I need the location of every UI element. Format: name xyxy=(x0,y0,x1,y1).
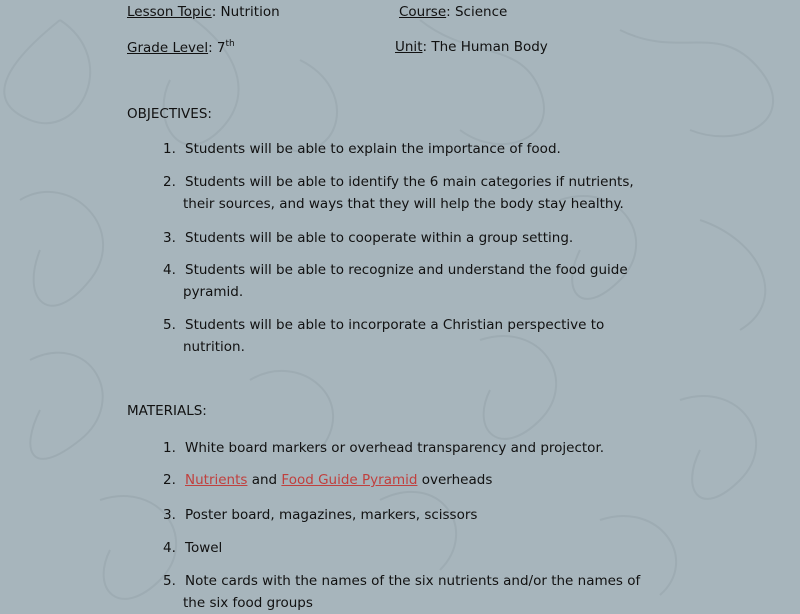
item-text: Students will be able to identify the 6 main categories if nutrients, xyxy=(185,174,634,190)
grade-level-label: Grade Level xyxy=(127,40,209,56)
item-text-continued: their sources, and ways that they will help the body stay healthy. xyxy=(183,196,624,212)
item-number: 5. xyxy=(163,317,176,333)
material-item xyxy=(163,537,683,559)
objective-item xyxy=(163,227,683,249)
grade-level-field xyxy=(127,39,235,56)
course-value: : Science xyxy=(446,4,508,20)
course-field xyxy=(399,4,507,20)
objective-item xyxy=(163,314,683,358)
objective-item xyxy=(163,138,683,160)
item-number: 1. xyxy=(163,440,176,456)
food-guide-pyramid-link[interactable]: Food Guide Pyramid xyxy=(281,472,418,488)
item-text-continued: pyramid. xyxy=(183,284,244,300)
lesson-topic-value: : Nutrition xyxy=(211,4,280,20)
item-text: Towel xyxy=(185,540,223,556)
unit-label: Unit xyxy=(395,39,423,55)
item-text: Students will be able to recognize and understand the food guide xyxy=(185,262,628,278)
item-number: 1. xyxy=(163,141,176,157)
item-number: 5. xyxy=(163,573,176,589)
item-text: Students will be able to explain the importance of food. xyxy=(185,141,561,157)
unit-value: : The Human Body xyxy=(422,39,548,55)
objectives-heading: OBJECTIVES: xyxy=(127,106,212,122)
item-number: 3. xyxy=(163,507,176,523)
item-text: Note cards with the names of the six nutrients and/or the names of xyxy=(185,573,641,589)
item-text: Poster board, magazines, markers, scissors xyxy=(185,507,478,523)
unit-field xyxy=(395,39,548,55)
material-item xyxy=(163,437,683,459)
item-number: 2. xyxy=(163,472,176,488)
item-text: White board markers or overhead transparency and projector. xyxy=(185,440,605,456)
lesson-topic-label: Lesson Topic xyxy=(127,4,212,20)
material-item xyxy=(163,469,683,491)
grade-level-value: : 7 xyxy=(208,40,226,56)
materials-heading: MATERIALS: xyxy=(127,403,207,419)
item-number: 3. xyxy=(163,230,176,246)
item-text: and xyxy=(247,472,282,488)
item-number: 4. xyxy=(163,262,176,278)
item-text-continued: the six food groups xyxy=(183,595,313,611)
objective-item xyxy=(163,171,683,215)
lesson-topic-field xyxy=(127,4,280,20)
course-label: Course xyxy=(399,4,447,20)
item-text: Students will be able to incorporate a Christian perspective to xyxy=(185,317,605,333)
item-text-continued: nutrition. xyxy=(183,339,245,355)
grade-level-superscript: th xyxy=(225,39,235,49)
item-text: overheads xyxy=(417,472,493,488)
nutrients-link[interactable]: Nutrients xyxy=(185,472,248,488)
item-number: 4. xyxy=(163,540,176,556)
item-text: Students will be able to cooperate within a group setting. xyxy=(185,230,574,246)
objective-item xyxy=(163,259,683,303)
material-item xyxy=(163,504,683,526)
item-number: 2. xyxy=(163,174,176,190)
material-item xyxy=(163,570,683,614)
